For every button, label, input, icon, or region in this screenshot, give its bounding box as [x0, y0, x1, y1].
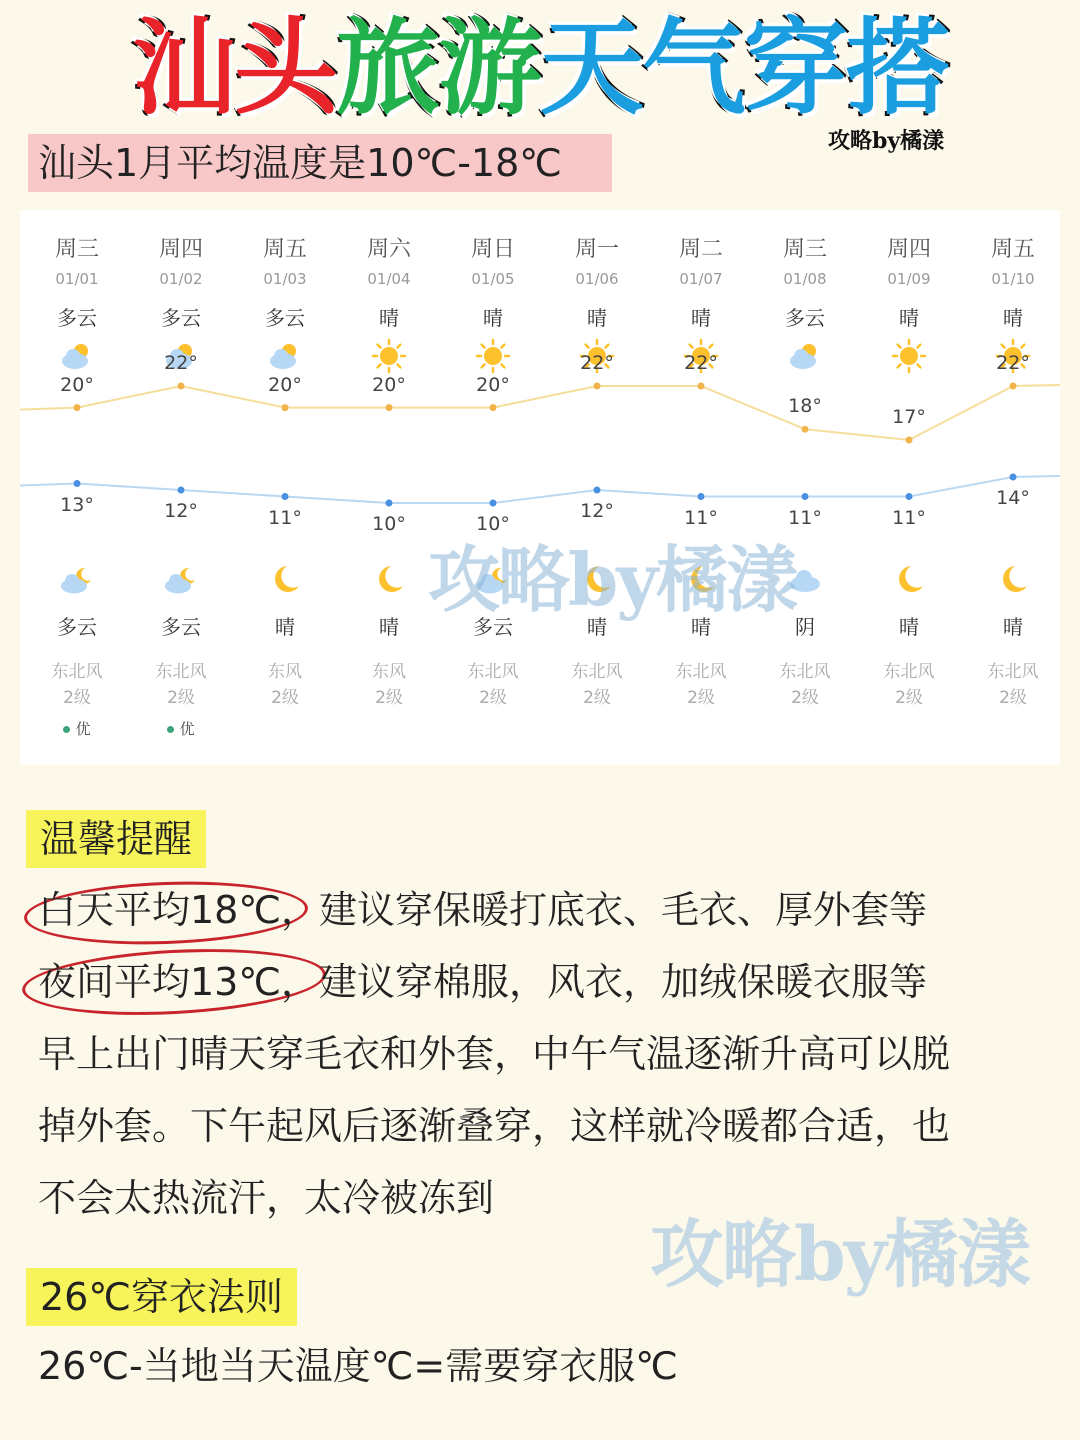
wind-level: 2级	[583, 688, 611, 708]
day-condition: 多云	[785, 306, 825, 330]
high-temp-label: 17°	[892, 406, 926, 428]
wind-direction: 东北风	[883, 662, 935, 682]
weekday-label: 周五	[990, 237, 1035, 262]
tip-line-night	[38, 954, 927, 1010]
low-temp-label: 11°	[892, 506, 926, 529]
low-temp-point	[802, 493, 809, 500]
watermark-bottom: 攻略by橘漾	[650, 1212, 1029, 1298]
high-temp-label: 20°	[476, 373, 510, 396]
night-condition: 晴	[587, 615, 607, 639]
low-temp-label: 12°	[164, 500, 198, 522]
author-byline: 攻略by橘漾	[828, 128, 945, 154]
air-quality	[25, 718, 129, 739]
low-temp-point	[906, 493, 913, 500]
high-temp-point	[802, 426, 809, 433]
wind-direction: 东北风	[675, 662, 727, 682]
night-condition: 多云	[473, 615, 513, 639]
title-part-1: 汕头	[131, 7, 336, 129]
date-label: 01/05	[471, 270, 515, 288]
tip-night-advice: ，建议穿棉服，风衣，加绒保暖衣服等	[281, 960, 928, 1004]
tip-line-4: 掉外套。下午起风后逐渐叠穿，这样就冷暖都合适，也	[38, 1104, 951, 1148]
weekday-label: 周日	[470, 237, 515, 262]
tip-line-day	[38, 882, 927, 938]
tip-night-highlight: 夜间平均13℃	[38, 960, 282, 1004]
moon-icon	[267, 562, 303, 598]
wind-direction: 东北风	[779, 662, 831, 682]
night-condition: 晴	[275, 615, 295, 639]
weekday-label: 周三	[782, 237, 827, 262]
date-label: 01/08	[783, 270, 827, 288]
night-condition: 晴	[691, 615, 711, 639]
weekday-label: 周一	[574, 237, 619, 262]
day-condition: 晴	[1003, 306, 1023, 330]
wind-direction: 东北风	[467, 662, 519, 682]
wind-level: 2级	[63, 688, 91, 708]
high-temp-point	[698, 383, 705, 390]
tips-heading: 温馨提醒	[26, 810, 206, 868]
low-temp-point	[594, 487, 601, 494]
rule-heading: 26℃穿衣法则	[26, 1268, 297, 1326]
low-temp-point	[282, 493, 289, 500]
low-temp-point	[1010, 474, 1017, 481]
wind-direction: 东北风	[571, 662, 623, 682]
moon-icon	[995, 562, 1031, 598]
moon-icon	[371, 562, 407, 598]
partly-cloudy-day-icon	[59, 338, 95, 374]
tip-line-5: 不会太热流汗，太冷被冻到	[38, 1176, 495, 1220]
low-temp-label: 14°	[996, 487, 1030, 509]
day-condition: 多云	[265, 306, 305, 330]
low-temp-point	[490, 500, 497, 507]
tip-line-3: 早上出门晴天穿毛衣和外套，中午气温逐渐升高可以脱	[38, 1032, 951, 1076]
date-label: 01/10	[991, 270, 1035, 288]
wind-level: 2级	[375, 688, 403, 708]
tip-day-highlight: 白天平均18℃	[38, 888, 282, 932]
high-temp-point	[74, 404, 81, 411]
low-temp-point	[386, 500, 393, 507]
weekday-label: 周五	[262, 237, 307, 262]
wind-level: 2级	[479, 688, 507, 708]
high-temp-label: 22°	[684, 352, 718, 374]
weekday-label: 周六	[366, 237, 411, 262]
date-label: 01/09	[887, 270, 931, 288]
low-temp-label: 13°	[60, 493, 94, 516]
low-temp-label: 10°	[372, 513, 406, 535]
low-temp-label: 12°	[580, 500, 614, 522]
date-label: 01/07	[679, 270, 723, 288]
low-temp-label: 11°	[684, 506, 718, 529]
weekday-label: 周二	[678, 237, 723, 262]
low-temp-point	[74, 480, 81, 487]
low-temp-line	[20, 476, 1060, 503]
aqi-label: 优	[179, 720, 195, 738]
night-condition: 晴	[379, 615, 399, 639]
wind-level: 2级	[687, 688, 715, 708]
low-temp-point	[698, 493, 705, 500]
high-temp-point	[906, 437, 913, 444]
forecast-card	[20, 210, 1060, 765]
night-condition: 晴	[1003, 615, 1023, 639]
title-part-3: 天气穿搭	[540, 7, 949, 129]
low-temp-point	[178, 487, 185, 494]
aqi-label: 优	[75, 720, 91, 738]
sun-icon	[891, 338, 927, 374]
weekday-label: 周三	[54, 237, 99, 262]
page-title	[0, 8, 1080, 128]
weekday-label: 周四	[158, 237, 203, 262]
partly-cloudy-day-icon	[267, 338, 303, 374]
date-label: 01/04	[367, 270, 411, 288]
watermark: 攻略by橘漾	[428, 537, 797, 622]
high-temp-label: 20°	[60, 373, 94, 396]
high-temp-point	[490, 404, 497, 411]
aqi-dot-icon	[63, 726, 70, 733]
rule-formula: 26℃-当地当天温度℃=需要穿衣服℃	[38, 1344, 678, 1388]
moon-icon	[891, 562, 927, 598]
day-condition: 晴	[379, 306, 399, 330]
night-condition: 多云	[161, 615, 201, 639]
wind-level: 2级	[999, 688, 1027, 708]
weekday-label: 周四	[886, 237, 931, 262]
high-temp-point	[594, 383, 601, 390]
title-part-2: 旅游	[335, 7, 540, 129]
partly-cloudy-night-icon	[59, 562, 95, 598]
day-condition: 多云	[57, 306, 97, 330]
tip-day-advice: ，建议穿保暖打底衣、毛衣、厚外套等	[281, 888, 928, 932]
partly-cloudy-day-icon	[787, 338, 823, 374]
sun-icon	[371, 338, 407, 374]
night-condition: 阴	[795, 615, 815, 639]
high-temp-label: 22°	[996, 352, 1030, 374]
day-condition: 晴	[899, 306, 919, 330]
wind-direction: 东风	[372, 662, 406, 682]
subtitle-banner: 汕头1月平均温度是10℃-18℃	[28, 134, 612, 192]
wind-direction: 东风	[268, 662, 302, 682]
wind-level: 2级	[791, 688, 819, 708]
high-temp-label: 18°	[788, 395, 822, 418]
date-label: 01/03	[263, 270, 307, 288]
low-temp-label: 11°	[788, 506, 822, 529]
wind-direction: 东北风	[51, 662, 103, 682]
high-temp-label: 20°	[268, 373, 302, 396]
high-temp-label: 20°	[372, 373, 406, 396]
high-temp-point	[178, 383, 185, 390]
day-condition: 晴	[587, 306, 607, 330]
low-temp-label: 11°	[268, 506, 302, 529]
wind-level: 2级	[167, 688, 195, 708]
wind-level: 2级	[271, 688, 299, 708]
high-temp-point	[386, 404, 393, 411]
wind-level: 2级	[895, 688, 923, 708]
aqi-dot-icon	[167, 726, 174, 733]
night-condition: 多云	[57, 615, 97, 639]
day-condition: 晴	[691, 306, 711, 330]
low-temp-label: 10°	[476, 513, 510, 535]
high-temp-point	[1010, 383, 1017, 390]
wind-direction: 东北风	[987, 662, 1039, 682]
high-temp-label: 22°	[580, 352, 614, 374]
high-temp-point	[282, 404, 289, 411]
day-condition: 晴	[483, 306, 503, 330]
high-temp-label: 22°	[164, 352, 198, 374]
partly-cloudy-night-icon	[163, 562, 199, 598]
night-condition: 晴	[899, 615, 919, 639]
day-condition: 多云	[161, 306, 201, 330]
date-label: 01/01	[55, 270, 99, 288]
date-label: 01/06	[575, 270, 619, 288]
date-label: 01/02	[159, 270, 203, 288]
wind-direction: 东北风	[155, 662, 207, 682]
sun-icon	[475, 338, 511, 374]
air-quality	[129, 718, 233, 739]
